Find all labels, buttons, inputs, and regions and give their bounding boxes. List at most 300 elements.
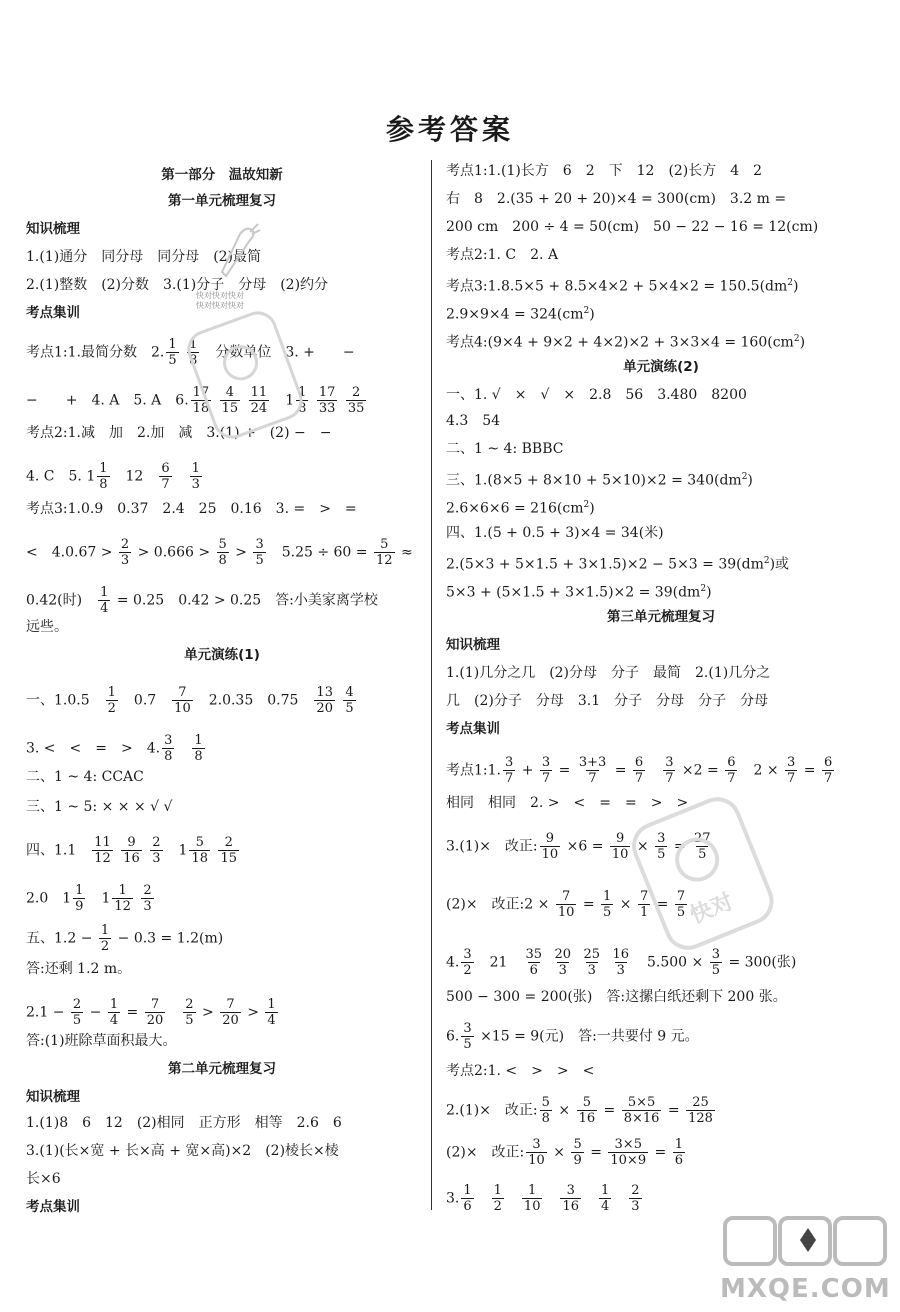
text-run: ≈ [396, 544, 413, 561]
fraction [249, 385, 270, 416]
denominator: 8 [189, 353, 198, 368]
numerator: 1 [107, 685, 116, 700]
right-line-28: 考点2:1. < > > < [446, 1063, 595, 1079]
fraction [121, 835, 142, 866]
watermark-line-1: 快对快对快对 [196, 291, 244, 300]
numerator: 20 [554, 947, 572, 962]
numerator: 16 [612, 947, 630, 962]
denominator: 5 [345, 701, 354, 716]
text-run: ) [747, 472, 753, 489]
text-run: > [242, 1004, 264, 1021]
text-run: = [663, 1102, 685, 1119]
left-line-6 [26, 337, 355, 368]
denominator: 3 [616, 963, 625, 978]
denominator: 6 [674, 1153, 684, 1168]
numerator: 1 [109, 997, 119, 1012]
fraction [99, 923, 111, 954]
text-run: 考点3:1.8.5×5 + 8.5×4×2 + 5×4×2 = 150.5(dm [446, 278, 788, 295]
denominator: 5 [255, 553, 264, 568]
fraction [150, 835, 162, 866]
text-run: 1 [271, 392, 295, 409]
text-run: 2.0.35 0.75 [194, 692, 313, 709]
denominator: 3 [631, 1199, 640, 1214]
right-column [446, 155, 876, 1255]
denominator: 3 [587, 963, 596, 978]
fraction [629, 1183, 641, 1214]
fraction [785, 755, 797, 786]
text-run: ) [793, 278, 799, 295]
text-run: 2.6×6×6 = 216(cm [446, 500, 584, 517]
numerator: 17 [192, 385, 210, 400]
denominator: 8 [164, 749, 173, 764]
denominator: 7 [634, 771, 644, 786]
numerator: 1 [168, 337, 177, 352]
text-run: ×2 = [677, 762, 724, 779]
denominator: 10 [557, 905, 575, 920]
text-run: ×6 = [562, 838, 608, 855]
text-run [115, 843, 119, 859]
numerator: 2 [631, 1183, 640, 1198]
superscript: 2 [583, 306, 590, 316]
text-run: × [548, 1144, 570, 1161]
numerator: 1 [194, 733, 203, 748]
fraction [253, 537, 265, 568]
text-run: 3. [446, 1190, 460, 1207]
numerator: 7 [226, 997, 235, 1012]
left-line-22: 答:还剩 1.2 m。 [26, 961, 132, 977]
left-line-9 [26, 461, 204, 492]
left-line-25: 第二单元梳理复习 [168, 1061, 276, 1077]
right-line-10: 二、1 ~ 4: BBBC [446, 441, 564, 457]
right-line-9: 4.3 54 [446, 413, 501, 429]
text-run [544, 1191, 558, 1207]
denominator: 8 [541, 1111, 550, 1126]
denominator: 12 [375, 553, 393, 568]
fraction [638, 889, 650, 920]
right-line-26: 500 − 300 = 200(张) 答:这摞白纸还剩下 200 张。 [446, 989, 787, 1005]
superscript: 2 [741, 472, 748, 482]
numerator: 1 [99, 461, 108, 476]
left-line-18: 三、1 ~ 5: × × × √ √ [26, 799, 173, 815]
text-run [212, 843, 216, 859]
text-run: = [554, 762, 575, 779]
denominator: 35 [347, 401, 365, 416]
numerator: 9 [127, 835, 136, 850]
text-run: 1 [164, 842, 188, 859]
denominator: 3 [143, 899, 152, 914]
right-line-25 [446, 947, 796, 978]
denominator: 7 [823, 771, 833, 786]
superscript: 2 [583, 500, 590, 510]
fraction [461, 1183, 473, 1214]
denominator: 8 [194, 749, 203, 764]
right-line-19: 几 (2)分子 分母 3.1 分子 分母 分子 分母 [446, 693, 769, 709]
numerator: 2 [351, 385, 361, 400]
fraction [710, 947, 722, 978]
numerator: 3 [657, 831, 666, 846]
fraction [218, 835, 239, 866]
text-run: 考点4:(9×4 + 9×2 + 4×2)×2 + 3×3×4 = 160(cm [446, 334, 794, 351]
numerator: 6 [634, 755, 644, 770]
denominator: 4 [601, 1199, 610, 1214]
right-line-1: 右 8 2.(35 + 20 + 20)×4 = 300(cm) 3.2 m = [446, 191, 787, 207]
left-line-13: 远些。 [26, 619, 68, 635]
right-line-3: 考点2:1. C 2. A [446, 247, 559, 263]
fraction [601, 889, 613, 920]
numerator: 6 [823, 755, 833, 770]
right-line-17: 知识梳理 [446, 637, 500, 653]
right-line-30 [446, 1137, 687, 1168]
fraction [571, 1137, 583, 1168]
numerator: 5×5 [627, 1095, 656, 1110]
text-run: 考点1:1. [446, 762, 501, 779]
left-line-17: 二、1 ~ 4: CCAC [26, 769, 144, 785]
fraction [599, 1183, 611, 1214]
text-run: 5.25 ÷ 60 = [267, 544, 372, 561]
denominator: 15 [221, 401, 239, 416]
left-line-3: 1.(1)通分 同分母 同分母 (2)最简 [26, 249, 262, 265]
right-line-7: 单元演练(2) [623, 359, 699, 375]
text-run: × [615, 896, 636, 913]
fraction [346, 385, 367, 416]
fraction [503, 755, 515, 786]
left-line-1: 第一单元梳理复习 [168, 193, 276, 209]
numerator: 2 [185, 997, 194, 1012]
denominator: 3 [558, 963, 567, 978]
denominator: 18 [191, 851, 209, 866]
denominator: 7 [588, 771, 597, 786]
numerator: 9 [616, 831, 625, 846]
right-line-16: 第三单元梳理复习 [607, 609, 715, 625]
fraction [145, 997, 166, 1028]
numerator: 7 [178, 685, 187, 700]
text-run [144, 843, 148, 859]
left-line-12 [26, 585, 378, 616]
numerator: 3 [541, 755, 551, 770]
text-run: (2)× 改正:2 × [446, 896, 554, 913]
denominator: 5 [72, 1013, 82, 1028]
fraction [190, 461, 202, 492]
text-run: 0.7 [119, 692, 171, 709]
text-run: 12 [111, 468, 158, 485]
fraction [461, 1021, 473, 1052]
fraction [119, 537, 131, 568]
denominator: 9 [573, 1153, 582, 1168]
right-line-23 [446, 831, 715, 862]
numerator: 2 [224, 835, 233, 850]
text-run [167, 1005, 181, 1021]
denominator: 20 [316, 701, 333, 716]
fraction [166, 337, 178, 368]
right-line-15 [446, 579, 712, 603]
fraction [187, 337, 199, 368]
denominator: 5 [657, 847, 666, 862]
right-line-6 [446, 329, 805, 353]
numerator: 1 [100, 923, 110, 938]
denominator: 5 [185, 1013, 194, 1028]
text-run [181, 345, 185, 361]
text-run: = [610, 762, 631, 779]
text-run [135, 891, 139, 907]
text-run: = [652, 896, 673, 913]
text-run: 2.(1)× 改正: [446, 1102, 538, 1119]
denominator: 33 [318, 401, 336, 416]
text-run: − + 4. A 5. A 6. [26, 392, 189, 409]
text-run: 5×3 + (5×1.5 + 3×1.5)×2 = 39(dm [446, 584, 701, 601]
right-line-8: 一、1. √ × √ × 2.8 56 3.480 8200 [446, 387, 747, 403]
text-run: ) [706, 584, 712, 601]
left-line-20 [26, 883, 156, 914]
denominator: 16 [123, 851, 140, 866]
denominator: 12 [114, 899, 131, 914]
denominator: 2 [107, 701, 116, 716]
text-run: ×15 = 9(元) 答:一共要付 9 元。 [475, 1028, 699, 1045]
fraction [112, 883, 133, 914]
text-run: + [517, 762, 538, 779]
text-run: − 0.3 = 1.2(m) [113, 930, 224, 947]
page-title: 参考答案 [385, 113, 514, 146]
text-run [213, 393, 217, 409]
denominator: 7 [161, 477, 170, 492]
right-line-31 [446, 1183, 644, 1214]
text-run [613, 1191, 627, 1207]
text-run: )或 [769, 556, 790, 573]
text-run: × [553, 1102, 575, 1119]
numerator: 5 [218, 537, 227, 552]
fraction [343, 685, 355, 716]
denominator: 1 [639, 905, 649, 920]
numerator: 1 [298, 385, 307, 400]
superscript: 2 [763, 556, 770, 566]
left-line-7 [26, 385, 368, 416]
fraction [577, 755, 608, 786]
denominator: 9 [75, 899, 84, 914]
numerator: 11 [250, 385, 268, 400]
fraction [663, 755, 675, 786]
text-run: < 4.0.67 > [26, 544, 117, 561]
site-text: MXQE.COM [720, 1274, 891, 1304]
numerator: 27 [694, 831, 711, 846]
denominator: 2 [463, 963, 472, 978]
text-run: 2.0 1 [26, 890, 72, 907]
text-run: 考点1:1.最简分数 2. [26, 344, 165, 361]
text-run: = [578, 896, 600, 913]
fraction [522, 1183, 543, 1214]
column-divider [431, 160, 432, 1210]
fraction [610, 947, 631, 978]
numerator: 1 [267, 997, 276, 1012]
denominator: 16 [578, 1111, 596, 1126]
text-run [242, 393, 246, 409]
numerator: 25 [692, 1095, 709, 1110]
numerator: 1 [463, 1183, 472, 1198]
text-run [310, 393, 314, 409]
numerator: 5 [380, 537, 389, 552]
text-run: 4. C 5. 1 [26, 468, 96, 485]
denominator: 5 [698, 847, 707, 862]
numerator: 5 [541, 1095, 550, 1110]
watermark-line-2: 快对快对快对 [196, 301, 244, 310]
right-line-12 [446, 495, 595, 519]
fraction [98, 585, 110, 616]
text-run: = [585, 1144, 607, 1161]
fraction [189, 835, 210, 866]
numerator: 5 [195, 835, 204, 850]
numerator: 7 [561, 889, 571, 904]
text-run: 0.42(时) [26, 592, 97, 609]
text-run: = [599, 1102, 620, 1119]
text-run: − [85, 1004, 106, 1021]
numerator: 2 [120, 537, 130, 552]
denominator: 6 [463, 1199, 472, 1214]
text-run [604, 955, 608, 971]
right-line-29 [446, 1095, 717, 1126]
right-line-0: 考点1:1.(1)长方 6 2 下 12 (2)长方 4 2 [446, 163, 763, 179]
left-line-27: 1.(1)8 6 12 (2)相同 正方形 相等 2.6 6 [26, 1115, 342, 1131]
fraction [692, 831, 713, 862]
fraction [655, 831, 667, 862]
right-line-22: 相同 相同 2. > < = = > > [446, 795, 689, 811]
fraction [492, 1183, 504, 1214]
left-line-26: 知识梳理 [26, 1089, 80, 1105]
right-line-18: 1.(1)几分之几 (2)分母 分子 最简 2.(1)几分之 [446, 665, 771, 681]
fraction [296, 385, 308, 416]
text-run [337, 693, 341, 709]
denominator: 5 [603, 905, 612, 920]
fraction [556, 889, 577, 920]
text-run: ) [799, 334, 806, 351]
numerator: 7 [639, 889, 649, 904]
left-line-16 [26, 733, 207, 764]
denominator: 2 [493, 1199, 502, 1214]
fraction [162, 733, 174, 764]
numerator: 3+3 [578, 755, 607, 770]
fraction [725, 755, 737, 786]
denominator: 7 [787, 771, 796, 786]
numerator: 4 [225, 385, 235, 400]
numerator: 6 [161, 461, 170, 476]
denominator: 20 [146, 1013, 164, 1028]
text-run: ) [589, 306, 595, 323]
fraction [141, 883, 153, 914]
denominator: 2 [100, 939, 110, 954]
denominator: 7 [727, 771, 736, 786]
left-column [26, 155, 418, 1255]
text-run: 21 [475, 954, 522, 971]
left-line-19 [26, 835, 241, 866]
denominator: 24 [250, 401, 268, 416]
text-run [174, 469, 188, 485]
left-line-28: 3.(1)(长×宽 + 长×高 + 宽×高)×2 (2)棱长×棱 [26, 1143, 339, 1159]
left-line-0: 第一部分 温故知新 [161, 167, 283, 183]
denominator: 128 [688, 1111, 713, 1126]
fraction [192, 733, 204, 764]
text-run: = 300(张) [724, 954, 797, 971]
numerator: 2 [143, 883, 152, 898]
numerator: 9 [545, 831, 555, 846]
numerator: 3 [665, 755, 674, 770]
left-line-15 [26, 685, 358, 716]
denominator: 16 [562, 1199, 580, 1214]
superscript: 2 [793, 334, 800, 344]
text-run: 分数单位 3. + − [201, 344, 355, 361]
left-line-10: 考点3:1.0.9 0.37 2.4 25 0.16 3. = > = [26, 501, 357, 517]
text-run: ) [589, 500, 595, 517]
fraction [526, 1137, 547, 1168]
numerator: 2 [152, 835, 161, 850]
text-run [575, 955, 579, 971]
fraction [183, 997, 195, 1028]
denominator: 20 [222, 1013, 239, 1028]
left-line-30: 考点集训 [26, 1199, 80, 1215]
denominator: 7 [665, 771, 674, 786]
numerator: 13 [316, 685, 333, 700]
left-line-23 [26, 997, 280, 1028]
denominator: 4 [109, 1013, 119, 1028]
fraction [610, 831, 631, 862]
denominator: 8 [99, 477, 108, 492]
numerator: 25 [583, 947, 601, 962]
numerator: 3 [463, 947, 472, 962]
fraction [317, 385, 338, 416]
fraction [560, 1183, 581, 1214]
denominator: 6 [529, 963, 538, 978]
denominator: 3 [120, 553, 130, 568]
fraction [581, 947, 602, 978]
numerator: 3 [504, 755, 514, 770]
numerator: 3 [787, 755, 796, 770]
text-run [476, 1191, 490, 1207]
text-run [176, 741, 190, 757]
fraction [191, 385, 212, 416]
numerator: 11 [94, 835, 111, 850]
denominator: 18 [192, 401, 210, 416]
fraction [73, 883, 85, 914]
text-run: = [650, 1144, 671, 1161]
text-run: 4. [446, 954, 460, 971]
denominator: 10 [523, 1199, 541, 1214]
right-line-11 [446, 467, 753, 491]
fraction [523, 947, 544, 978]
fraction [622, 1095, 662, 1126]
fraction [608, 1137, 648, 1168]
fraction [577, 1095, 598, 1126]
numerator: 5 [582, 1095, 591, 1110]
denominator: 4 [267, 1013, 276, 1028]
left-line-11 [26, 537, 413, 568]
fraction [540, 1095, 552, 1126]
right-line-21 [446, 755, 836, 786]
text-run: (2)× 改正: [446, 1144, 525, 1161]
fraction [673, 1137, 685, 1168]
numerator: 3 [532, 1137, 541, 1152]
denominator: 5 [463, 1037, 472, 1052]
fraction [374, 537, 395, 568]
right-line-20: 考点集训 [446, 721, 500, 737]
left-line-24: 答:(1)班除草面积最大。 [26, 1033, 177, 1049]
denominator: 7 [504, 771, 514, 786]
denominator: 7 [541, 771, 551, 786]
fraction [461, 947, 473, 978]
text-run: 2.(5×3 + 5×1.5 + 3×1.5)×2 − 5×3 = 39(dm [446, 556, 764, 573]
text-run: = [669, 838, 691, 855]
fraction [106, 685, 118, 716]
stamp-text: 快对 [686, 889, 737, 930]
text-run: 2.1 − [26, 1004, 69, 1021]
text-run: > 0.666 > [133, 544, 215, 561]
denominator: 10×9 [610, 1153, 647, 1168]
numerator: 17 [318, 385, 336, 400]
